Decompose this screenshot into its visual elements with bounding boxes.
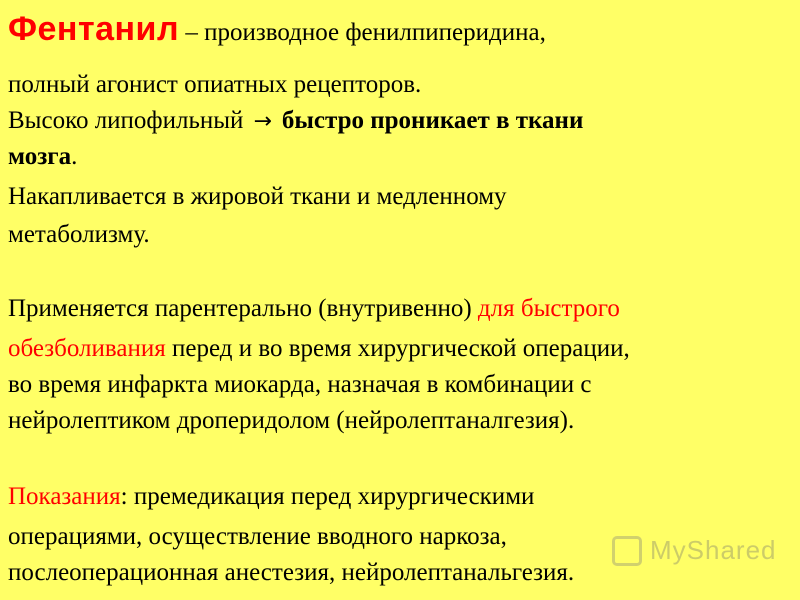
text-line-6: метаболизму. <box>8 221 150 248</box>
text-line-10: нейролептиком дроперидолом (нейролептаналгезия). <box>8 407 575 434</box>
text-line-12: операциями, осуществление вводного наркоза, <box>8 523 507 550</box>
text-line-3 <box>8 106 583 137</box>
slide-title: Фентанил <box>8 10 180 48</box>
lipophilic-text: Высоко липофильный <box>8 107 244 134</box>
surgery-text: перед и во время хирургической операции, <box>165 335 630 362</box>
penetrates-brain-text: быстро проникает в ткани <box>281 107 584 134</box>
text-line-2: полный агонист опиатных рецепторов. <box>8 71 422 98</box>
watermark-logo <box>612 530 777 574</box>
brain-word: мозга <box>8 143 72 170</box>
title-description: – производное фенилпиперидина, <box>179 19 546 46</box>
text-line-4 <box>8 142 77 172</box>
text-line-7 <box>8 294 620 324</box>
right-arrow-icon: → <box>253 109 272 134</box>
text-line-13: послеоперационная анестезия, нейролептанальгезия. <box>8 559 575 586</box>
text-line-8 <box>8 334 630 364</box>
period: . <box>71 143 78 170</box>
text-line-11 <box>8 482 534 512</box>
text-line-5: Накапливается в жировой ткани и медленному <box>8 183 507 210</box>
analgesia-word: обезболивания <box>8 335 166 362</box>
slide-content <box>8 0 792 600</box>
text-line-9: во время инфаркта миокарда, назначая в комбинации с <box>8 371 592 398</box>
title-line <box>8 10 546 48</box>
watermark-box-icon <box>612 536 642 566</box>
watermark-text: MyShared <box>650 535 777 565</box>
application-text: Применяется парентерально (внутривенно) <box>8 295 478 322</box>
indications-text: : премедикация перед хирургическими <box>120 483 535 510</box>
indications-label: Показания <box>8 483 121 510</box>
fast-analgesia-text: для быстрого <box>477 295 620 322</box>
